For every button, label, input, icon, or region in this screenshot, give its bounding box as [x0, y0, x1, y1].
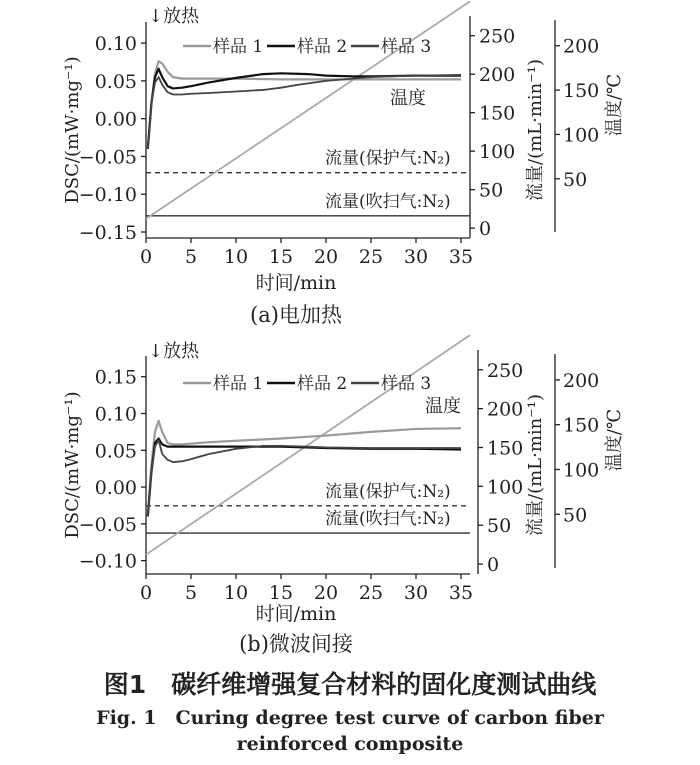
dsc-y-tick-label: 0.10 [94, 403, 137, 426]
dsc-y-axis-label: DSC/(mW·mg⁻¹) [62, 391, 83, 539]
temperature-tick-label: 100 [563, 459, 600, 482]
x-axis-label: 时间/min [255, 272, 337, 294]
dsc-y-tick-label: 0.15 [94, 366, 137, 389]
legend [183, 37, 431, 57]
x-tick-label: 20 [313, 582, 339, 604]
flow-tick-label: 0 [487, 554, 500, 577]
flow-tick-label: 100 [479, 141, 516, 164]
legend-label-1: 样品 1 [213, 374, 264, 394]
x-tick-label: 0 [139, 582, 153, 604]
x-tick-label: 30 [403, 582, 429, 604]
legend-label-2: 样品 2 [297, 37, 348, 57]
temperature-tick-label: 100 [563, 124, 600, 147]
x-tick-label: 15 [268, 582, 294, 604]
legend-label-3: 样品 3 [381, 374, 432, 394]
panel-label: (a)电加热 [250, 303, 342, 327]
x-tick-label: 20 [313, 246, 339, 268]
x-tick-label: 10 [223, 582, 249, 604]
x-axis-label: 时间/min [255, 603, 337, 625]
legend-label-1: 样品 1 [213, 37, 264, 57]
series-line-2 [148, 439, 461, 517]
flow-tick-label: 150 [479, 102, 516, 125]
x-tick-label: 35 [448, 246, 474, 268]
temperature-y-axis-label: 温度/℃ [604, 73, 625, 137]
flow-tick-label: 0 [479, 218, 492, 241]
temperature-y-axis-label: 温度/℃ [604, 408, 625, 472]
x-tick-label: 5 [184, 246, 198, 268]
temperature-tick-label: 200 [563, 369, 600, 392]
x-tick-label: 30 [403, 246, 429, 268]
dsc-y-tick-label: −0.05 [78, 513, 137, 536]
dsc-y-axis-label: DSC/(mW·mg⁻¹) [62, 56, 83, 204]
dsc-y-tick-label: 0.10 [94, 33, 137, 56]
x-tick-label: 25 [358, 582, 384, 604]
temperature-line-label: 温度 [425, 396, 461, 417]
legend [183, 374, 431, 394]
x-tick-label: 35 [448, 582, 474, 604]
series-line-1 [148, 421, 461, 517]
temperature-tick-label: 200 [563, 35, 600, 58]
panel-label: (b)微波间接 [239, 632, 353, 656]
temperature-tick-label: 50 [563, 168, 588, 191]
flow-tick-label: 200 [479, 64, 516, 87]
flow-tick-label: 200 [487, 398, 524, 421]
flow-tick-label: 50 [487, 515, 512, 538]
flow-tick-label: 250 [487, 359, 524, 382]
x-tick-label: 15 [268, 246, 294, 268]
flow-line-label: 流量(保护气:N₂) [325, 148, 451, 169]
chart-panel-1 [62, 1, 625, 327]
dsc-y-tick-label: 0.00 [94, 108, 137, 131]
x-tick-label: 10 [223, 246, 249, 268]
flow-line-label: 流量(吹扫气:N₂) [325, 191, 451, 212]
figure-caption-chinese: 图1 碳纤维增强复合材料的固化度测试曲线 [103, 670, 597, 699]
dsc-y-tick-label: 0.05 [94, 70, 137, 93]
dsc-y-tick-label: −0.05 [78, 146, 137, 169]
chart-panel-2 [62, 335, 625, 656]
flow-line-label: 流量(保护气:N₂) [325, 481, 451, 502]
flow-y-axis-label: 流量/(mL·min⁻¹) [525, 59, 546, 201]
temperature-line [146, 1, 470, 218]
exotherm-direction-label: ↓放热 [148, 341, 200, 362]
flow-tick-label: 150 [487, 437, 524, 460]
dsc-y-tick-label: −0.10 [78, 550, 137, 573]
series-line-3 [148, 440, 461, 517]
flow-line-label: 流量(吹扫气:N₂) [325, 509, 451, 530]
flow-y-axis-label: 流量/(mL·min⁻¹) [525, 394, 546, 536]
figure-caption-english-line2: reinforced composite [236, 733, 464, 755]
flow-tick-label: 250 [479, 25, 516, 48]
temperature-tick-label: 150 [563, 80, 600, 103]
flow-tick-label: 100 [487, 476, 524, 499]
dsc-y-tick-label: −0.15 [78, 222, 137, 244]
temperature-tick-label: 50 [563, 504, 588, 527]
legend-label-3: 样品 3 [381, 37, 432, 57]
dsc-y-tick-label: 0.00 [94, 477, 137, 500]
x-tick-label: 5 [184, 582, 198, 604]
legend-label-2: 样品 2 [297, 374, 348, 394]
temperature-tick-label: 150 [563, 414, 600, 437]
flow-tick-label: 50 [479, 179, 504, 202]
dsc-y-tick-label: 0.05 [94, 440, 137, 463]
temperature-line-label: 温度 [390, 88, 426, 109]
dsc-y-tick-label: −0.10 [78, 184, 137, 207]
exotherm-direction-label: ↓放热 [148, 6, 200, 27]
figure-caption-english-line1: Fig. 1 Curing degree test curve of carbon fiber [96, 707, 604, 729]
x-tick-label: 25 [358, 246, 384, 268]
x-tick-label: 0 [139, 246, 153, 268]
